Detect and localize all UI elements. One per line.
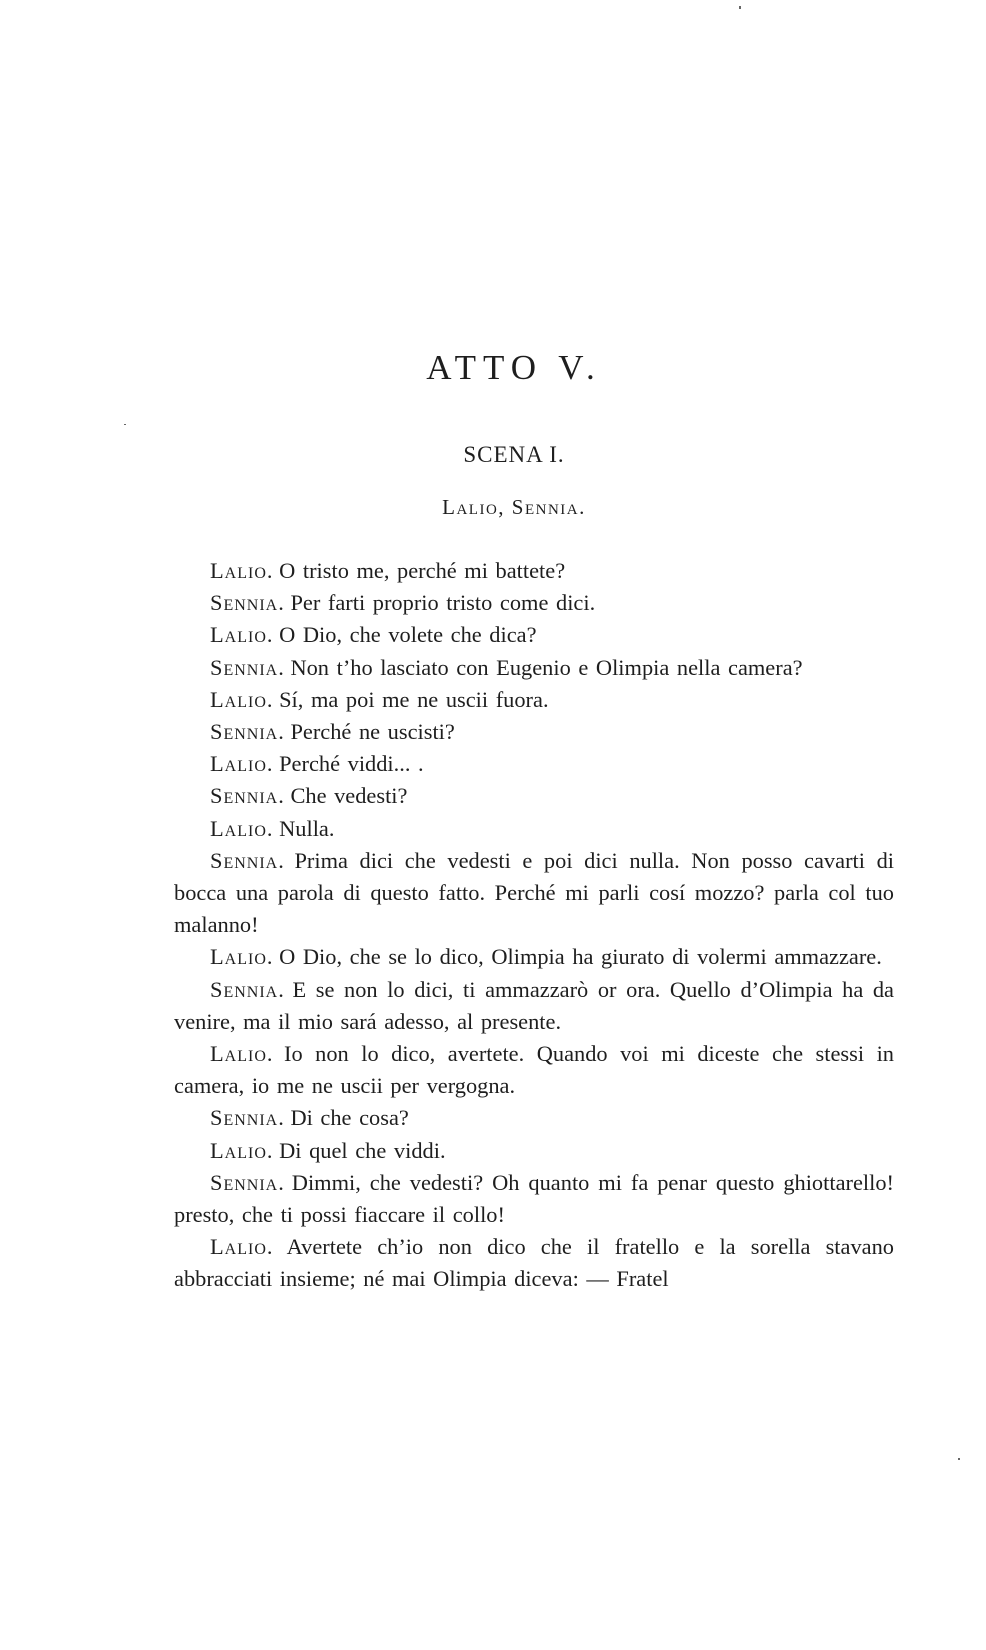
speaker-name: Sennia. <box>210 654 285 680</box>
speech-text: Perché viddi... . <box>279 751 424 777</box>
speech-text: Nulla. <box>279 815 335 841</box>
speaker-name: Lalio. <box>210 558 274 583</box>
dialogue-line <box>174 716 894 748</box>
speech-text: O tristo me, perché mi battete? <box>279 558 566 583</box>
dialogue <box>174 555 894 1296</box>
speech-text: Io non lo dico, avertete. Quando voi mi diceste che stessi in camera, io me ne uscii per vergogna. <box>174 1041 894 1099</box>
speaker-name: Sennia. <box>210 590 285 616</box>
speaker-name: Lalio. <box>210 1137 274 1163</box>
dialogue-line <box>174 813 894 845</box>
dialogue-line <box>174 555 894 587</box>
dialogue-line <box>174 652 894 684</box>
dialogue-line <box>174 1231 894 1295</box>
dialogue-line <box>174 587 894 619</box>
speech-text: E se non lo dici, ti ammazzarò or ora. Quello d’Olimpia ha da venire, ma il mio sará adesso, al presente. <box>174 976 894 1034</box>
dialogue-line <box>174 619 894 651</box>
speaker-name: Lalio. <box>210 1234 274 1260</box>
speech-text: Di quel che viddi. <box>279 1137 446 1163</box>
scan-speck <box>958 1458 960 1460</box>
scan-speck <box>739 6 741 9</box>
act-title: ATTO V. <box>426 348 602 387</box>
dialogue-line <box>174 941 894 973</box>
speech-text: O Dio, che se lo dico, Olimpia ha giurato di volermi ammazzare. <box>279 944 882 970</box>
speech-text: Di che cosa? <box>290 1105 409 1131</box>
speaker-name: Sennia. <box>210 1105 285 1131</box>
speaker-name: Lalio. <box>210 1041 274 1067</box>
speech-text: Che vedesti? <box>290 783 408 809</box>
scene-title: SCENA I. <box>463 442 565 467</box>
dialogue-line <box>174 1038 894 1102</box>
dialogue-line <box>174 748 894 780</box>
speaker-name: Sennia. <box>210 976 285 1002</box>
dialogue-line <box>174 684 894 716</box>
dialogue-line <box>174 780 894 812</box>
speaker-name: Sennia. <box>210 719 285 745</box>
speaker-name: Sennia. <box>210 1169 285 1195</box>
speech-text: Per farti proprio tristo come dici. <box>290 590 596 616</box>
speaker-name: Lalio. <box>210 815 274 841</box>
scene-characters: Lalio, Sennia. <box>442 495 586 519</box>
speaker-name: Lalio. <box>210 751 274 777</box>
speaker-name: Lalio. <box>210 944 274 970</box>
scan-speck <box>124 424 126 425</box>
speaker-name: Lalio. <box>210 686 274 712</box>
speaker-name: Lalio. <box>210 622 274 648</box>
speech-text: Sí, ma poi me ne uscii fuora. <box>279 686 549 712</box>
speech-text: Dimmi, che vedesti? Oh quanto mi fa penar questo ghiottarello! presto, che ti possi fiaccare il collo! <box>174 1169 894 1228</box>
speaker-name: Sennia. <box>210 847 285 873</box>
speech-text: Non t’ho lasciato con Eugenio e Olimpia nella camera? <box>290 654 803 680</box>
dialogue-line <box>174 974 894 1038</box>
dialogue-line <box>174 845 894 942</box>
speaker-name: Sennia. <box>210 783 285 809</box>
speech-text: Prima dici che vedesti e poi dici nulla. Non posso cavarti di bocca una parola di questo fatto. Perché mi parli cosí mozzo? parla col tuo malanno! <box>174 847 894 938</box>
speech-text: Perché ne uscisti? <box>290 719 455 745</box>
dialogue-line <box>174 1102 894 1134</box>
dialogue-line <box>174 1167 894 1231</box>
speech-text: O Dio, che volete che dica? <box>279 622 537 648</box>
speech-text: Avertete ch’io non dico che il fratello e la sorella stavano abbracciati insieme; né mai Olimpia diceva: — Fratel <box>174 1234 894 1292</box>
dialogue-line <box>174 1135 894 1167</box>
